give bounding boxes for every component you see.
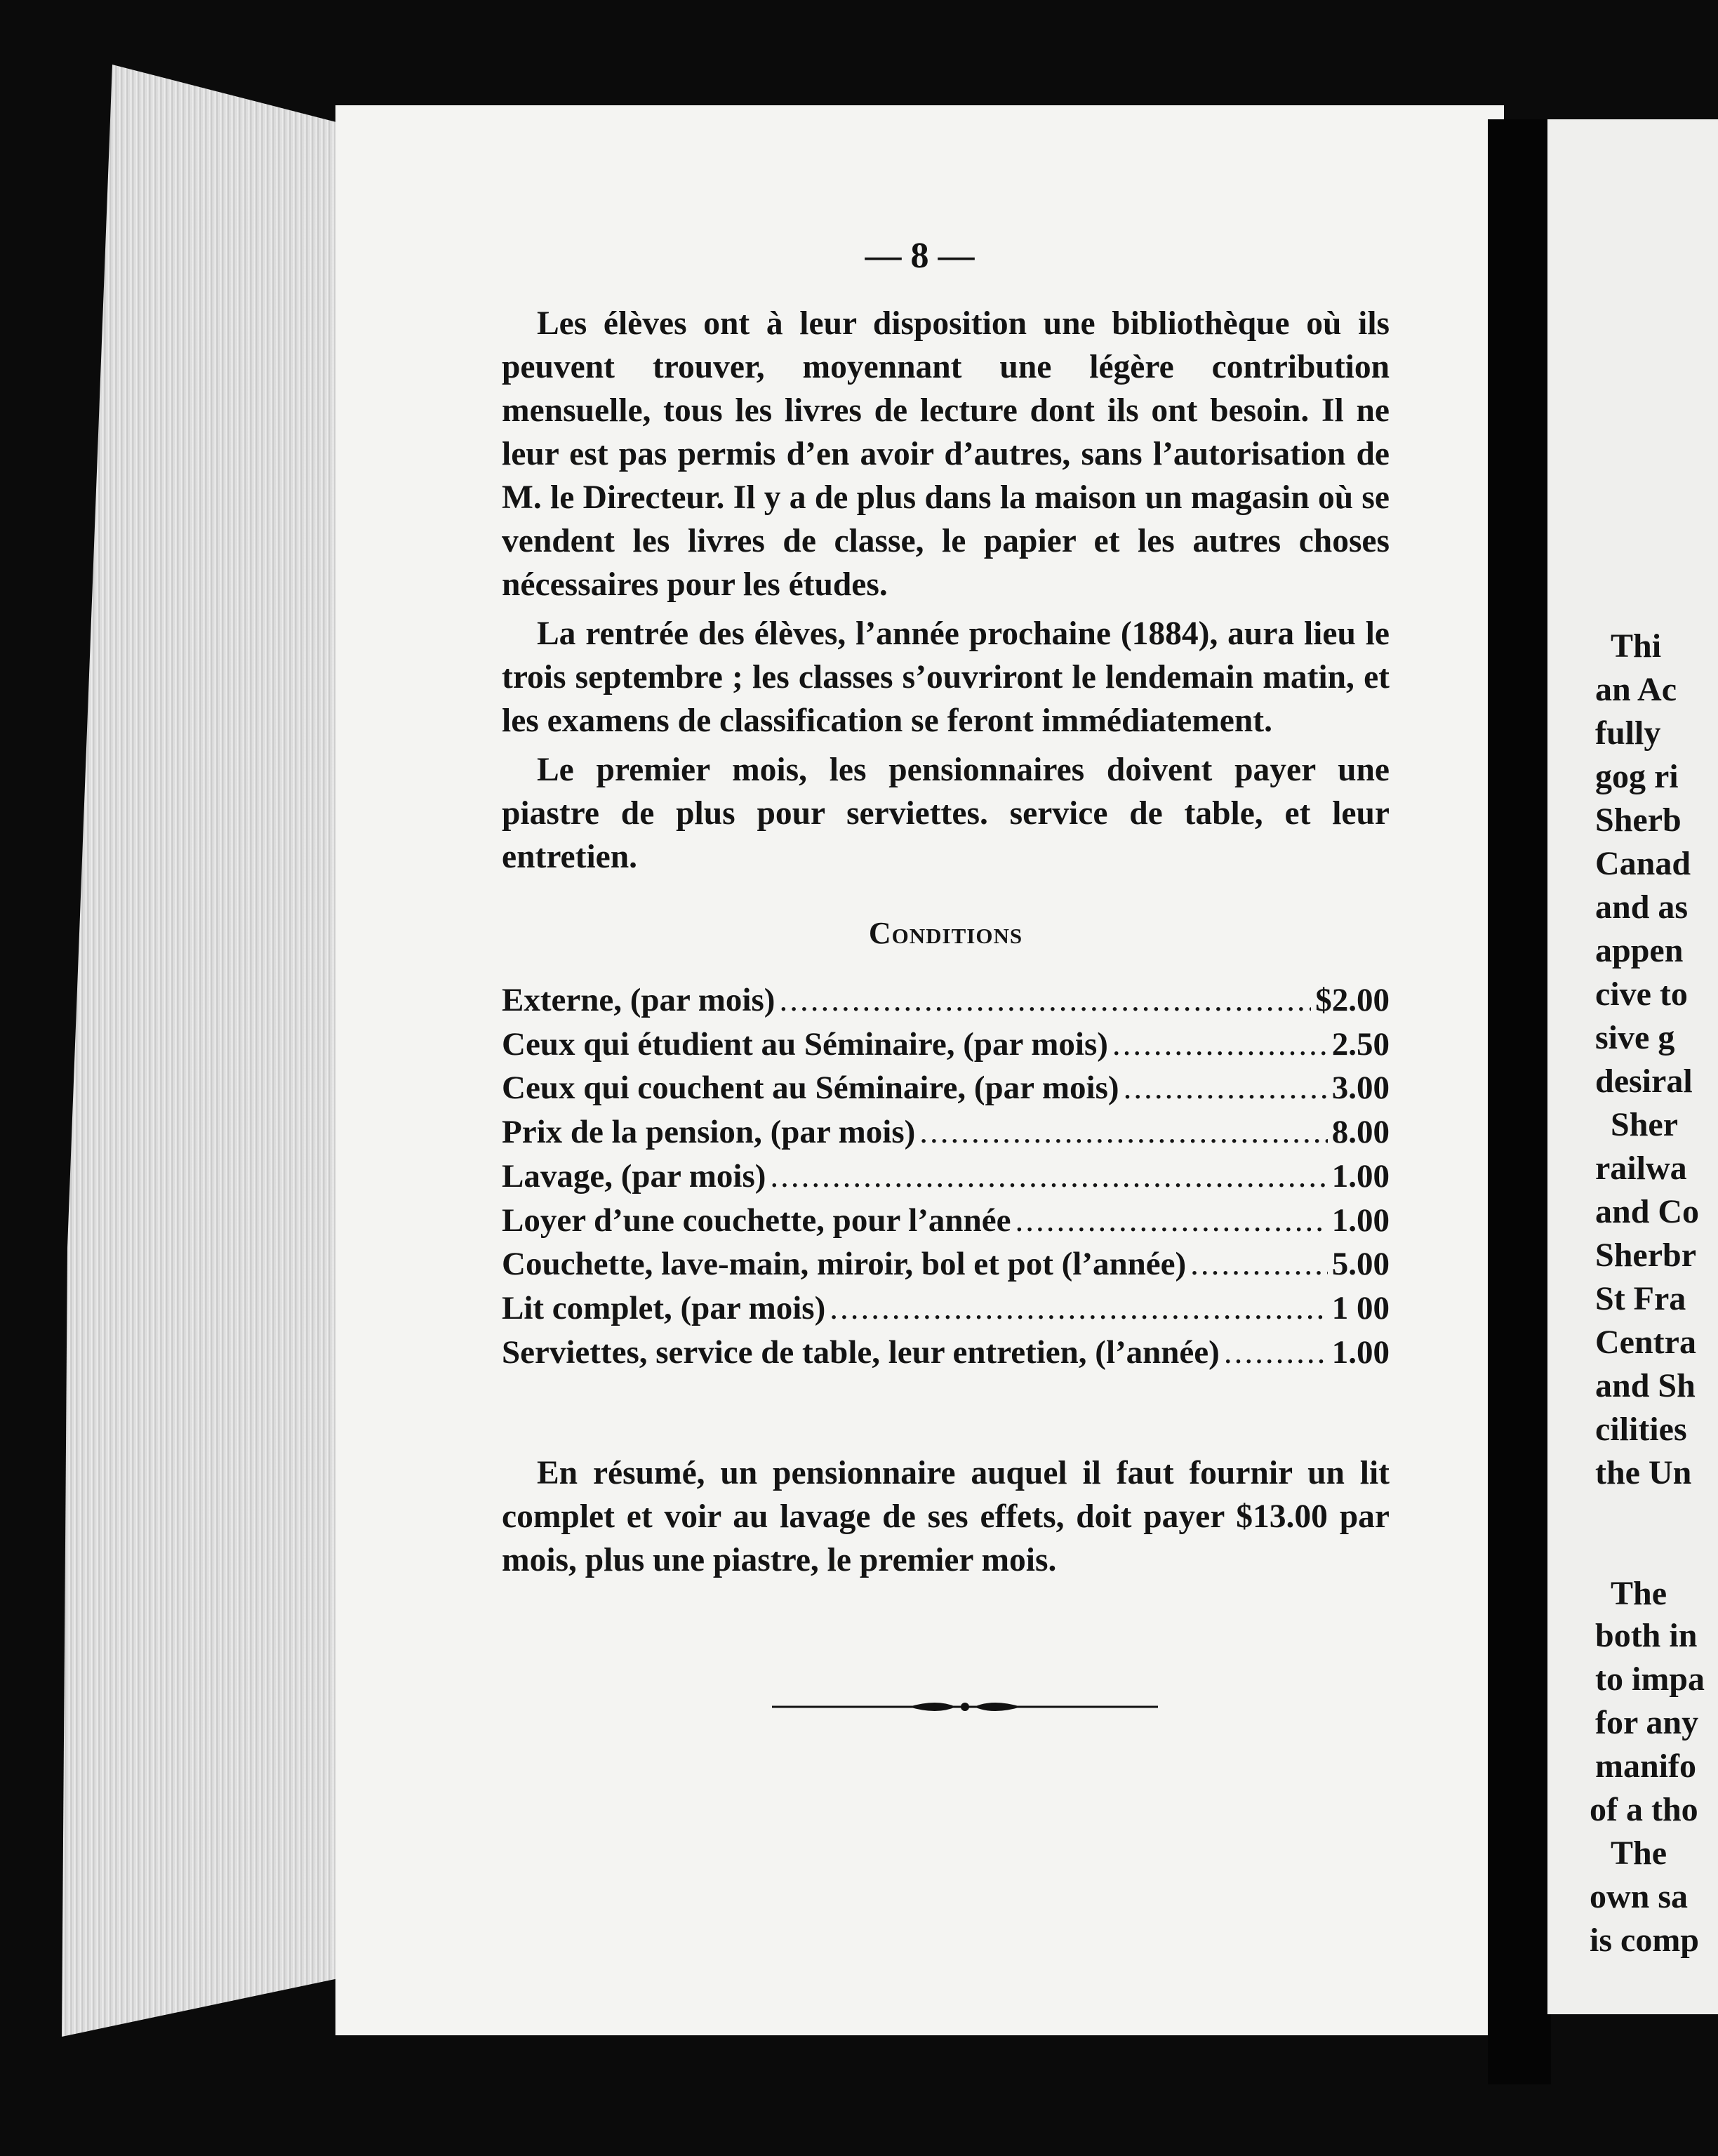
dot-leader (1015, 1199, 1327, 1243)
condition-row (502, 1110, 1390, 1154)
facing-line: is comp (1590, 1922, 1699, 1959)
facing-line: both in (1595, 1617, 1698, 1654)
condition-row (502, 1199, 1390, 1243)
condition-label: Lavage, (par mois) (502, 1157, 766, 1195)
condition-amount: 1.00 (1331, 1333, 1390, 1371)
facing-line: and Co (1595, 1193, 1700, 1230)
facing-line: of a tho (1590, 1791, 1698, 1828)
facing-line: fully (1595, 714, 1661, 752)
dot-leader (770, 1154, 1327, 1199)
facing-line: to impa (1595, 1661, 1705, 1698)
condition-label: Lit complet, (par mois) (502, 1289, 826, 1326)
condition-label: Serviettes, service de table, leur entretien, (l’année) (502, 1333, 1220, 1371)
paragraph-library: Les élèves ont à leur disposition une bibliothèque où ils peuvent trouver, moyennant une légère contribution mensuelle, tous les livres de lecture dont ils ont besoin. Il ne leur est pas permis d’en avoir d’autres, sans l’autorisation de M. le Directeur. Il y a de plus dans la maison un magasin où se vendent les livres de classe, le papier et les autres choses nécessaires pour les études. (502, 305, 1390, 603)
summary-paragraph: En résumé, un pensionnaire auquel il faut fournir un lit complet et voir au lavage de ses effets, doit payer $13.00 par mois, plus une piastre, le premier mois. (502, 1455, 1390, 1578)
facing-line: own sa (1590, 1878, 1689, 1915)
condition-row (502, 1286, 1390, 1331)
facing-line: and as (1595, 889, 1689, 926)
book-page-edge (62, 65, 342, 2037)
condition-amount: 5.00 (1331, 1246, 1390, 1283)
condition-amount: 1.00 (1331, 1157, 1390, 1195)
condition-amount: 2.50 (1331, 1025, 1390, 1063)
dot-leader (1224, 1331, 1328, 1375)
condition-label: Externe, (par mois) (502, 982, 775, 1018)
conditions-heading: Conditions (868, 916, 1023, 950)
facing-line: manifo (1595, 1748, 1696, 1785)
summary-block (502, 1451, 1390, 1588)
condition-row (502, 1066, 1390, 1110)
facing-line: for any (1595, 1704, 1699, 1741)
facing-line: Canad (1595, 845, 1691, 882)
condition-label: Ceux qui étudient au Séminaire, (par mois) (502, 1025, 1108, 1063)
facing-line: appen (1595, 932, 1684, 969)
condition-label: Couchette, lave-main, miroir, bol et pot (l’année) (502, 1246, 1187, 1283)
dot-leader (779, 978, 1311, 1023)
body-text (502, 302, 1390, 884)
facing-page (1547, 119, 1718, 2014)
facing-line: The (1611, 1575, 1667, 1612)
condition-row (502, 978, 1390, 1023)
facing-line: desiral (1595, 1063, 1693, 1100)
paragraph-first-month: Le premier mois, les pensionnaires doivent payer une piastre de plus pour serviettes. service de table, et leur entretien. (502, 752, 1390, 875)
dot-leader (1124, 1066, 1328, 1110)
condition-amount: $2.00 (1315, 982, 1390, 1018)
condition-amount: 8.00 (1331, 1114, 1390, 1151)
condition-amount: 1.00 (1331, 1202, 1390, 1239)
facing-line: cilities (1595, 1411, 1687, 1448)
facing-line: and Sh (1595, 1367, 1696, 1404)
facing-line: railwa (1595, 1150, 1687, 1187)
facing-line: cive to (1595, 976, 1688, 1013)
facing-line: Centra (1595, 1324, 1696, 1361)
dot-leader (1190, 1242, 1328, 1286)
ornament-divider-icon (772, 1693, 1158, 1721)
condition-row (502, 1242, 1390, 1286)
condition-row (502, 1331, 1390, 1375)
facing-line: the Un (1595, 1454, 1692, 1491)
facing-line: St Fra (1595, 1280, 1686, 1317)
facing-line: Thi (1611, 627, 1662, 665)
condition-label: Ceux qui couchent au Séminaire, (par mois) (502, 1070, 1119, 1107)
dot-leader (1112, 1023, 1328, 1067)
book-gutter (1488, 119, 1551, 2084)
facing-line: Sher (1611, 1106, 1678, 1143)
facing-line: The (1611, 1835, 1667, 1872)
condition-amount: 1 00 (1331, 1289, 1390, 1326)
page-number: — 8 — (865, 236, 975, 276)
facing-line: gog ri (1595, 758, 1679, 795)
condition-row (502, 1154, 1390, 1199)
facing-line: an Ac (1595, 671, 1677, 708)
facing-line: Sherb (1595, 801, 1682, 839)
paragraph-return-date: La rentrée des élèves, l’année prochaine (1884), aura lieu le trois septembre ; les classes s’ouvriront le lendemain matin, et les examens de classification se feront immédiatement. (502, 615, 1390, 739)
condition-amount: 3.00 (1331, 1070, 1390, 1107)
condition-label: Prix de la pension, (par mois) (502, 1114, 916, 1151)
dot-leader (919, 1110, 1327, 1154)
condition-row (502, 1023, 1390, 1067)
condition-label: Loyer d’une couchette, pour l’année (502, 1202, 1011, 1239)
conditions-list (502, 978, 1390, 1374)
facing-line: sive g (1595, 1019, 1675, 1056)
dot-leader (830, 1286, 1328, 1331)
facing-line: Sherbr (1595, 1237, 1696, 1274)
